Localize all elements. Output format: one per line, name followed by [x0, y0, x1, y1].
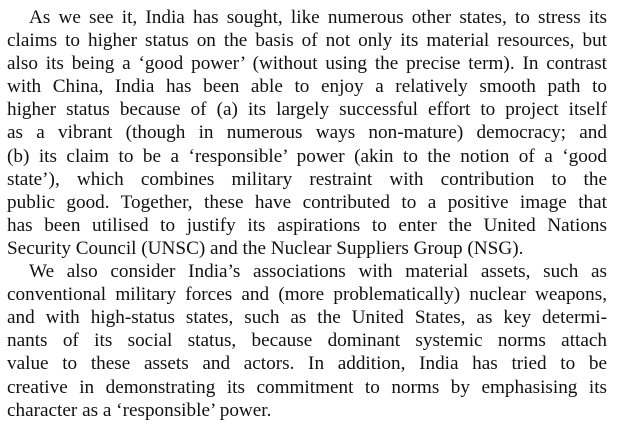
text-line: (b) its claim to be a ‘responsible’ power (akin to the notion of a ‘good — [7, 145, 607, 167]
paragraph-1 — [7, 6, 607, 260]
text-line: higher status because of (a) its largely successful effort to project itself — [7, 99, 607, 121]
text-line: state’), which combines military restraint with contribution to the — [7, 168, 607, 190]
document-page — [7, 6, 607, 422]
text-line: As we see it, India has sought, like numerous other states, to stress its — [29, 7, 607, 28]
text-line: nants of its social status, because dominant systemic norms attach — [7, 330, 607, 352]
text-line: also its being a ‘good power’ (without using the precise term). In contrast — [7, 53, 607, 75]
text-line: public good. Together, these have contributed to a positive image that — [7, 191, 607, 213]
text-line: and with high-status states, such as the United States, as key determi- — [7, 307, 607, 329]
text-line: Security Council (UNSC) and the Nuclear Suppliers Group (NSG). — [7, 237, 524, 259]
text-line: value to these assets and actors. In addition, India has tried to be — [7, 353, 607, 375]
text-line: with China, India has been able to enjoy a relatively smooth path to — [7, 76, 607, 98]
text-line: creative in demonstrating its commitment to norms by emphasising its — [7, 376, 607, 398]
text-line: has been utilised to justify its aspirations to enter the United Nations — [7, 214, 607, 236]
text-line: as a vibrant (though in numerous ways non-mature) democracy; and — [7, 122, 607, 144]
paragraph-2 — [7, 260, 607, 422]
text-line: conventional military forces and (more problematically) nuclear weapons, — [7, 284, 607, 306]
text-line: We also consider India’s associations with material assets, such as — [29, 261, 607, 283]
text-line: claims to higher status on the basis of not only its material resources, but — [7, 30, 607, 52]
text-line: character as a ‘responsible’ power. — [7, 399, 272, 421]
